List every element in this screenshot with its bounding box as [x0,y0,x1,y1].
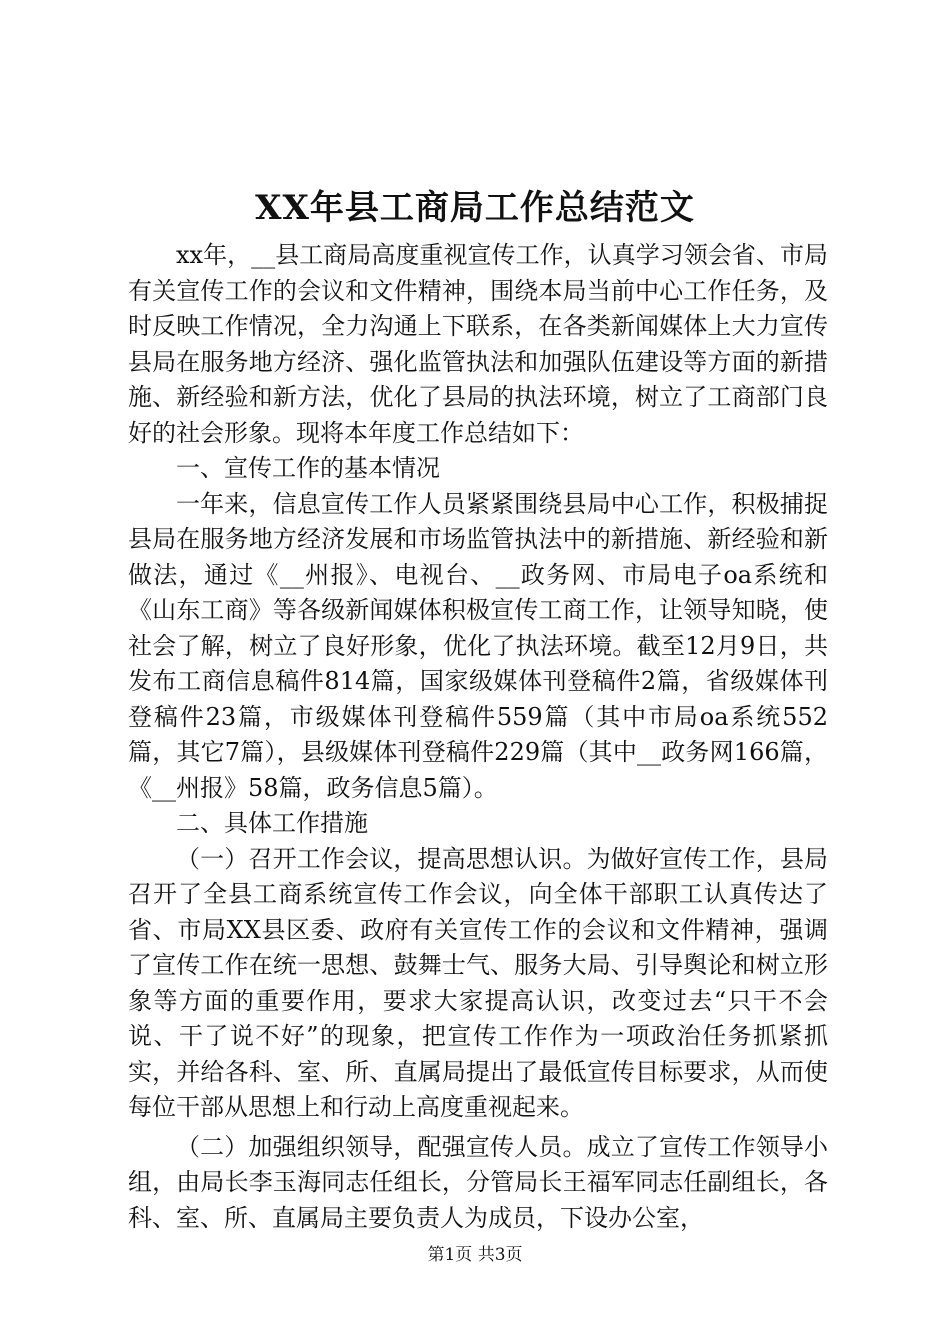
basic-situation-paragraph: 一年来，信息宣传工作人员紧紧围绕县局中心工作，积极捕捉县局在服务地方经济发展和市场监管执法中的新措施、新经验和新做法，通过《__州报》、电视台、__政务网、市局电子oa系统和《山东工商》等各级新闻媒体积极宣传工商工作，让领导知晓，使社会了解，树立了良好形象，优化了执法环境。截至12月9日，共发布工商信息稿件814篇，国家级媒体刊登稿件2篇，省级媒体刊登稿件23篇，市级媒体刊登稿件559篇（其中市局oa系统552篇，其它7篇），县级媒体刊登稿件229篇（其中__政务网166篇，《__州报》58篇，政务信息5篇）。 [128,489,828,802]
document-title: XX年县工商局工作总结范文 [255,188,695,228]
intro-paragraph: xx年，__县工商局高度重视宣传工作，认真学习领会省、市局有关宣传工作的会议和文件精神，围绕本局当前中心工作任务，及时反映工作情况，全力沟通上下联系，在各类新闻媒体上大力宣传县局在服务地方经济、强化监管执法和加强队伍建设等方面的新措施、新经验和新方法，优化了县局的执法环境，树立了工商部门良好的社会形象。现将本年度工作总结如下： [128,241,828,447]
measure-two-paragraph: （二）加强组织领导，配强宣传人员。成立了宣传工作领导小组，由局长李玉海同志任组长，分管局长王福军同志任副组长，各科、室、所、直属局主要负责人为成员，下设办公室， [128,1132,828,1232]
section-heading-basic-situation: 一、宣传工作的基本情况 [176,454,440,482]
section-heading-measures: 二、具体工作措施 [176,809,368,837]
measure-one-paragraph: （一）召开工作会议，提高思想认识。为做好宣传工作，县局召开了全县工商系统宣传工作会议，向全体干部职工认真传达了省、市局XX县区委、政府有关宣传工作的会议和文件精神，强调了宣传工作在统一思想、鼓舞士气、服务大局、引导舆论和树立形象等方面的重要作用，要求大家提高认识，改变过去“只干不会说、干了说不好”的现象，把宣传工作作为一项政治任务抓紧抓实，并给各科、室、所、直属局提出了最低宣传目标要求，从而使每位干部从思想上和行动上高度重视起来。 [128,844,828,1121]
page-number-footer: 第1页 共3页 [427,1245,523,1265]
document-body [128,238,828,1236]
